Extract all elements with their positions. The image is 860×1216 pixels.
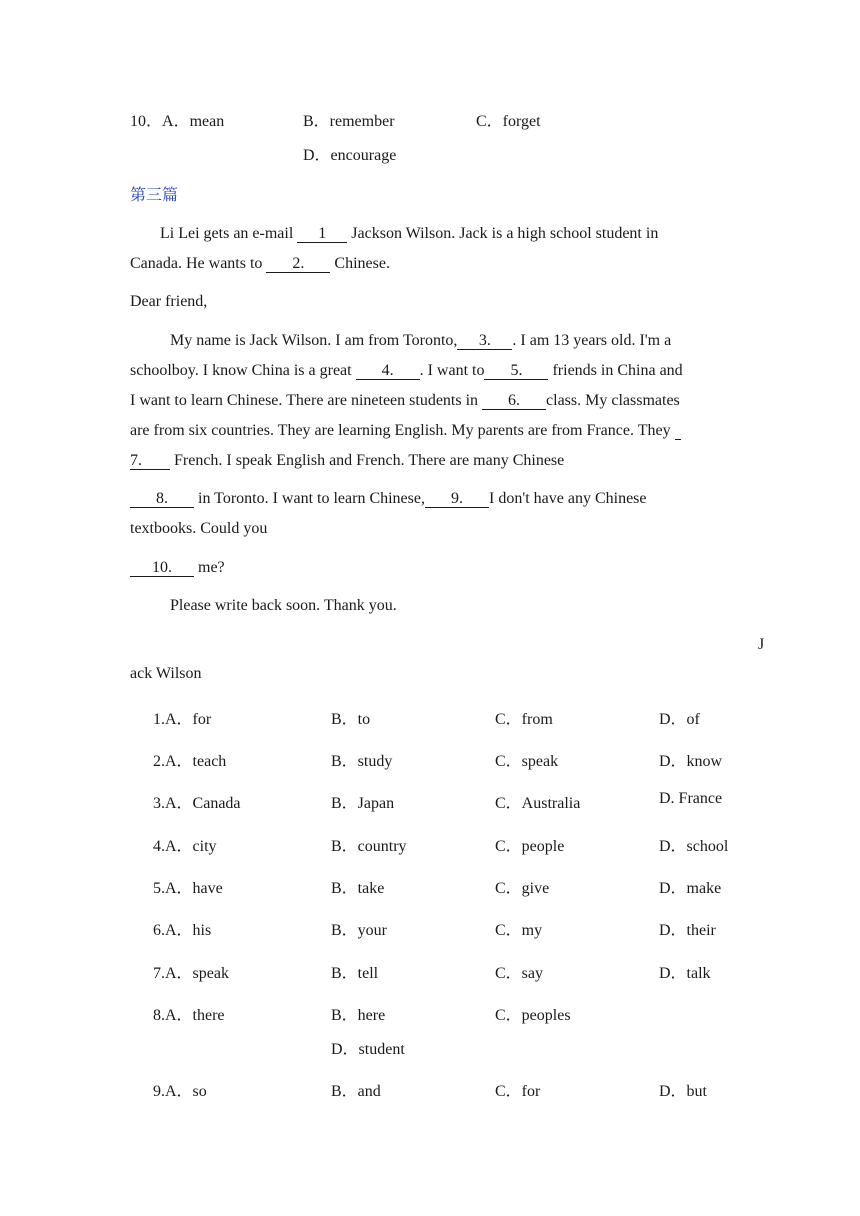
option-8-d: D．student (331, 1041, 405, 1058)
letter-line-8: 10. me? (130, 559, 225, 577)
option-5-d: D．make (659, 880, 722, 897)
option-7-b: B．tell (331, 965, 379, 982)
option-6-b: B．your (331, 922, 388, 939)
blank-10: 10. (130, 560, 194, 577)
letter-line-2: schoolboy. I know China is a great 4. . I want to 5. friends in China and (130, 362, 683, 379)
option-3-c: C．Australia (495, 795, 581, 812)
option-5-a: 5.A．have (153, 880, 223, 897)
blank-7: 7. (130, 453, 170, 470)
option-4-d: D．school (659, 838, 729, 855)
option-2-c: C．speak (495, 753, 559, 770)
option-9-c: C．for (495, 1083, 541, 1100)
option-5-c: C．give (495, 880, 550, 897)
option-4-a: 4.A．city (153, 838, 217, 855)
q10-prev-option-d: D．encourage (303, 147, 397, 164)
blank-5: 5. (484, 363, 548, 380)
option-2-a: 2.A．teach (153, 753, 227, 770)
letter-line-4: are from six countries. They are learning English. My parents are from France. They (130, 422, 681, 440)
option-4-b: B．country (331, 838, 407, 855)
passage-intro-line-1: Li Lei gets an e-mail 1 Jackson Wilson. Jack is a high school student in (160, 225, 659, 242)
option-8-c: C．peoples (495, 1007, 571, 1024)
q10-prev-option-b: B．remember (303, 113, 395, 130)
option-1-b: B．to (331, 711, 371, 728)
blank-3: 3. (457, 333, 512, 350)
letter-closing: Please write back soon. Thank you. (170, 597, 397, 614)
blank-9: 9. (425, 491, 489, 508)
q10-prev-num-a: 10． (130, 113, 163, 130)
letter-greeting: Dear friend, (130, 293, 208, 310)
q10-prev-option-c: C．forget (476, 113, 541, 130)
option-3-b: B．Japan (331, 795, 395, 812)
blank-2: 2. (266, 256, 330, 273)
letter-line-6: 8. in Toronto. I want to learn Chinese, 9. I don't have any Chinese (130, 490, 647, 508)
option-2-b: B．study (331, 753, 393, 770)
blank-6: 6. (482, 393, 546, 410)
blank-8: 8. (130, 491, 194, 508)
letter-line-3: I want to learn Chinese. There are nineteen students in 6. class. My classmates (130, 392, 680, 409)
blank-1: 1 (297, 226, 347, 243)
option-9-a: 9.A．so (153, 1083, 207, 1100)
passage-intro-line-2: Canada. He wants to 2. Chinese. (130, 255, 390, 272)
option-8-b: B．here (331, 1007, 386, 1024)
option-6-c: C．my (495, 922, 543, 939)
option-1-c: C．from (495, 711, 553, 728)
signature-initial: J (758, 636, 765, 653)
blank-4: 4. (356, 363, 420, 380)
option-2-d: D．know (659, 753, 723, 770)
letter-line-1: My name is Jack Wilson. I am from Toronto, 3. . I am 13 years old. I'm a (170, 332, 672, 349)
option-4-c: C．people (495, 838, 565, 855)
option-8-a: 8.A．there (153, 1007, 225, 1024)
option-9-d: D．but (659, 1083, 708, 1100)
option-1-a: 1.A．for (153, 711, 212, 728)
letter-line-7: textbooks. Could you (130, 520, 268, 537)
option-7-d: D．talk (659, 965, 711, 982)
option-3-d: D. France (659, 790, 723, 807)
signature-rest: ack Wilson (130, 665, 202, 682)
letter-line-5: 7. French. I speak English and French. There are many Chinese (130, 452, 565, 469)
option-1-d: D．of (659, 711, 700, 728)
option-5-b: B．take (331, 880, 385, 897)
option-7-a: 7.A．speak (153, 965, 229, 982)
option-6-d: D．their (659, 922, 716, 939)
section-title: 第三篇 (130, 185, 179, 204)
option-3-a: 3.A．Canada (153, 795, 241, 812)
option-7-c: C．say (495, 965, 544, 982)
q10-prev-row: 10．A．mean (130, 113, 225, 130)
option-6-a: 6.A．his (153, 922, 212, 939)
option-9-b: B．and (331, 1083, 381, 1100)
